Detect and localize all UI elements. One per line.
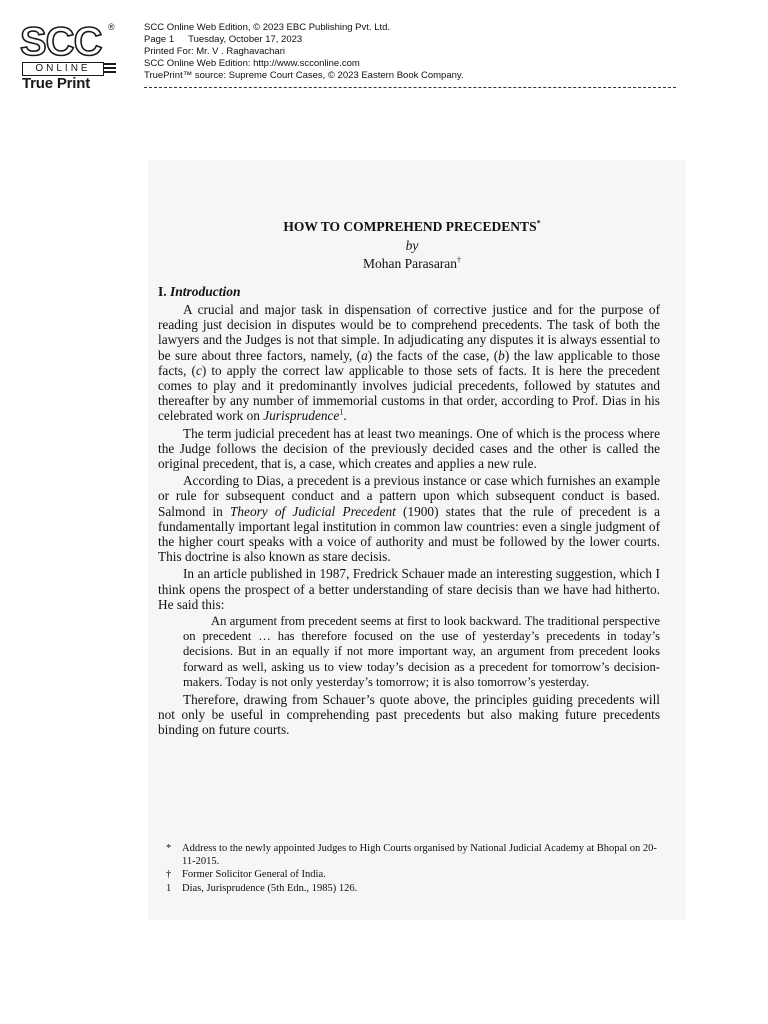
footnote-text: Dias, Jurisprudence (5th Edn., 1985) 126.	[182, 882, 358, 894]
article-by: by	[405, 238, 419, 253]
author-footnote-mark: †	[457, 255, 462, 265]
paragraph-4: In an article published in 1987, Fredrick Schauer made an interesting suggestion, which I think opens the prospect of a better understanding of stare decisis than we have had hitherto. He said this:	[158, 566, 660, 612]
logo-lines-icon	[104, 63, 116, 75]
footnote-text: Address to the newly appointed Judges to High Courts organised by National Judicial Academy at Bhopal on 20-11-2015.	[182, 843, 657, 867]
paragraph-1: A crucial and major task in dispensation of corrective justice and for the purpose of reading just decision in disputes would be to comprehend precedents. The task of both the lawyers and the Judges is not that simple. In adjudicating any disputes it is always essential to be sure about three factors, namely, (a) the facts of the case, (b) the law applicable to those facts, (c) to apply the correct law applicable to those sets of facts. It is here the precedent comes to play and it predominantly involves judicial precedents, followed by statutes and thereafter by any number of immemorial customs in that order, according to Prof. Dias in his celebrated work on Jurisprudence$^1$.	[158, 302, 661, 424]
header-copyright: SCC Online Web Edition, © 2023 EBC Publishing Pvt. Ltd.	[144, 22, 391, 33]
footnotes	[158, 843, 660, 896]
header-printed-for: Printed For: Mr. V . Raghavachari	[144, 46, 285, 57]
print-header	[144, 22, 464, 82]
paragraph-3: According to Dias, a precedent is a previous instance or case which furnishes an example or rule for subsequent conduct and a pattern upon which subsequent conduct is based. Salmond in Theory of Judicial Precedent (1900) states that the rule of precedent is a fundamentally important legal institution in common law countries: even a single judgment of the higher court speaks with a voice of authority and must be followed by the lower courts. This doctrine is also known as stare decisis.	[158, 473, 660, 565]
footnote	[158, 869, 660, 882]
scc-online-true-print-logo	[16, 22, 122, 92]
header-page-line	[144, 34, 464, 46]
footnote-mark: †	[166, 869, 172, 880]
logo-online: ONLINE	[22, 62, 104, 76]
schauer-quote: An argument from precedent seems at first to look backward. The traditional perspective on precedent … has therefore focused on the use of yesterday’s precedents in today’s decisions. But in an equally if not more important way, an argument from precedent looks forward as well, asking us to view today’s decision as a precedent for tomorrow’s decision-makers. Today is not only yesterday’s tomorrow; it is also tomorrow’s yesterday.	[183, 614, 660, 689]
footnote-ref-1: 1	[339, 408, 344, 417]
header-page-label: Page 1	[144, 34, 175, 45]
article-author: Mohan Parasaran†	[362, 255, 462, 271]
footnote-text: Former Solicitor General of India.	[182, 869, 326, 880]
header-source: TruePrint™ source: Supreme Court Cases, © 2023 Eastern Book Company.	[144, 70, 464, 81]
logo-true-print: True Print	[22, 75, 91, 92]
paragraph-5: Therefore, drawing from Schauer’s quote above, the principles guiding precedents will not only be useful in comprehending past precedents but also making future precedents binding on future courts.	[158, 692, 660, 738]
logo-registered-mark: ®	[108, 22, 115, 32]
logo-brand: SCC	[20, 20, 102, 64]
header-web-edition: SCC Online Web Edition: http://www.scconline.com	[144, 58, 360, 69]
header-page-date: Tuesday, October 17, 2023	[188, 34, 303, 45]
article-body	[158, 284, 660, 740]
footnote	[158, 843, 660, 868]
footnote	[158, 883, 660, 896]
paragraph-2: The term judicial precedent has at least two meanings. One of which is the process where the Judge follows the decision of the previously decided cases and the other is called the original precedent, that is, a case, which creates and applies a new rule.	[158, 425, 660, 472]
section-heading: I. Introduction	[158, 284, 241, 299]
footnote-mark: *	[166, 843, 172, 854]
article-title: HOW TO COMPREHEND PRECEDENTS*	[283, 218, 541, 234]
header-divider	[144, 87, 676, 88]
footnote-mark: 1	[166, 882, 172, 894]
title-footnote-mark: *	[536, 218, 541, 228]
